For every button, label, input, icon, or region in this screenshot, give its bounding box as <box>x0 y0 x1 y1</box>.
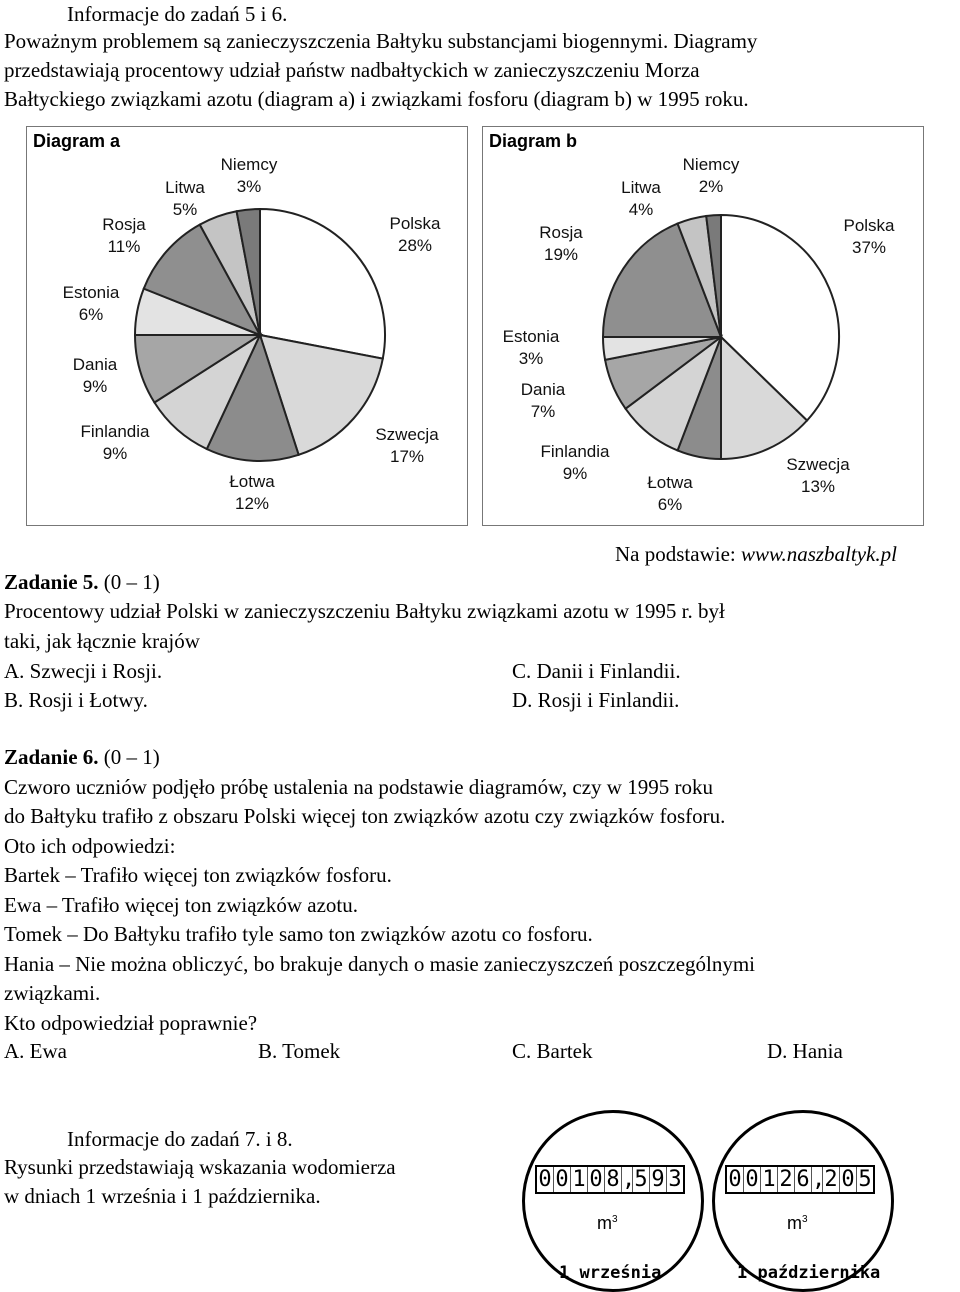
meter-digit: 0 <box>840 1167 857 1192</box>
slice-label-polska: Polska <box>843 216 895 235</box>
task5-option-a[interactable]: A. Szwecji i Rosji. <box>4 659 163 683</box>
source-credit <box>615 540 897 569</box>
task6-line: do Bałtyku trafiło z obszaru Polski więcej ton związków azotu czy związków fosforu. <box>4 804 726 828</box>
diagram-b-pie <box>483 127 923 525</box>
task6-answer-hania: Hania – Nie można obliczyć, bo brakuje danych o masie zanieczyszczeń poszczególnymi <box>4 952 756 976</box>
task5-option-c[interactable]: C. Danii i Finlandii. <box>512 659 681 683</box>
task6-answer-tomek: Tomek – Do Bałtyku trafiło tyle samo ton związków azotu co fosforu. <box>4 922 593 946</box>
meter-date: 1 września <box>559 1263 662 1283</box>
slice-label-rosja: Rosja <box>102 215 146 234</box>
task6-answer-hania-cont: związkami. <box>4 981 101 1005</box>
slice-label-finlandia: Finlandia <box>540 442 610 461</box>
slice-label-niemcy: Niemcy <box>220 155 278 174</box>
meter-unit-symbol: m <box>787 1213 802 1233</box>
slice-percent-lotwa: 12% <box>234 494 270 513</box>
diagram-a-title: Diagram a <box>33 131 121 151</box>
meter-digit: 0 <box>588 1167 605 1192</box>
intro-line: Poważnym problemem są zanieczyszczenia Bałtyku substancjami biogennymi. Diagramy <box>4 29 758 53</box>
slice-label-litwa: Litwa <box>165 178 205 197</box>
meter-unit <box>597 1213 618 1234</box>
meter-digit: 2 <box>778 1167 795 1192</box>
meter-decimal-separator: , <box>622 1167 636 1192</box>
task6-option-b[interactable]: B. Tomek <box>258 1039 341 1063</box>
meter-digit: 3 <box>668 1167 682 1192</box>
info78-line: w dniach 1 września i 1 października. <box>4 1184 321 1208</box>
task5-line: taki, jak łącznie krajów <box>4 629 200 653</box>
slice-label-lotwa: Łotwa <box>229 472 275 491</box>
slice-label-niemcy: Niemcy <box>682 155 740 174</box>
meter-unit-exponent: 3 <box>802 1214 808 1225</box>
slice-percent-litwa: 4% <box>628 200 654 219</box>
task5-header <box>4 568 160 597</box>
task6-answer-bartek: Bartek – Trafiło więcej ton związków fosforu. <box>4 863 392 887</box>
diagram-b-panel <box>482 126 924 526</box>
meter-digit: 0 <box>727 1167 744 1192</box>
meter-unit-symbol: m <box>597 1213 612 1233</box>
source-prefix: Na podstawie: <box>615 542 741 566</box>
slice-percent-finlandia: 9% <box>562 464 588 483</box>
slice-label-dania: Dania <box>72 355 118 374</box>
diagram-b-title: Diagram b <box>489 131 578 151</box>
meter-decimal-separator: , <box>812 1167 826 1192</box>
intro-line: Bałtyckiego związkami azotu (diagram a) i związkami fosforu (diagram b) w 1995 roku. <box>4 87 749 111</box>
slice-percent-lotwa: 6% <box>657 495 683 514</box>
meter-digit: 0 <box>537 1167 554 1192</box>
slice-percent-estonia: 3% <box>518 349 544 368</box>
water-meter-september <box>522 1110 704 1292</box>
info78-heading: Informacje do zadań 7. i 8. <box>67 1127 293 1151</box>
meter-unit <box>787 1213 808 1234</box>
meter-date: 1 października <box>737 1263 881 1283</box>
meter-digit: 6 <box>795 1167 812 1192</box>
slice-percent-niemcy: 3% <box>236 177 262 196</box>
slice-label-szwecja: Szwecja <box>375 425 439 444</box>
task5-line: Procentowy udział Polski w zanieczyszczeniu Bałtyku związkami azotu w 1995 r. był <box>4 599 725 623</box>
meter-digit: 0 <box>554 1167 571 1192</box>
meter-display <box>535 1165 685 1194</box>
source-site: www.naszbaltyk.pl <box>740 542 897 566</box>
task5-title: Zadanie 5. <box>4 570 99 594</box>
task6-question: Kto odpowiedział poprawnie? <box>4 1011 258 1035</box>
slice-percent-finlandia: 9% <box>102 444 128 463</box>
pie-slice-polska <box>260 209 385 359</box>
intro-line: przedstawiają procentowy udział państw nadbałtyckich w zanieczyszczeniu Morza <box>4 58 700 82</box>
task6-line: Czworo uczniów podjęło próbę ustalenia na podstawie diagramów, czy w 1995 roku <box>4 775 713 799</box>
task5-points: (0 – 1) <box>103 570 160 594</box>
meter-display <box>725 1165 875 1194</box>
intro-heading: Informacje do zadań 5 i 6. <box>67 2 288 26</box>
slice-percent-rosja: 19% <box>543 245 579 264</box>
task6-line: Oto ich odpowiedzi: <box>4 834 176 858</box>
slice-label-dania: Dania <box>520 380 566 399</box>
meter-unit-exponent: 3 <box>612 1214 618 1225</box>
slice-percent-rosja: 11% <box>107 237 141 256</box>
task5-option-b[interactable]: B. Rosji i Łotwy. <box>4 688 148 712</box>
task5-option-d[interactable]: D. Rosji i Finlandii. <box>512 688 680 712</box>
meter-digit: 1 <box>761 1167 778 1192</box>
meter-digit: 2 <box>823 1167 840 1192</box>
water-meter-october <box>712 1110 894 1292</box>
task6-option-c[interactable]: C. Bartek <box>512 1039 593 1063</box>
meter-digit: 0 <box>744 1167 761 1192</box>
slice-percent-estonia: 6% <box>78 305 104 324</box>
meter-digit: 9 <box>650 1167 667 1192</box>
slice-label-litwa: Litwa <box>621 178 661 197</box>
task6-option-d[interactable]: D. Hania <box>767 1039 843 1063</box>
slice-percent-szwecja: 13% <box>800 477 836 496</box>
slice-label-polska: Polska <box>389 214 441 233</box>
slice-percent-dania: 9% <box>82 377 108 396</box>
meter-digit: 5 <box>633 1167 650 1192</box>
meter-digit: 1 <box>571 1167 588 1192</box>
slice-percent-polska: 37% <box>851 238 887 257</box>
diagram-a-panel <box>26 126 468 526</box>
task6-header <box>4 743 160 772</box>
info78-line: Rysunki przedstawiają wskazania wodomierza <box>4 1155 396 1179</box>
slice-label-estonia: Estonia <box>502 327 560 346</box>
slice-label-szwecja: Szwecja <box>786 455 850 474</box>
task6-answer-ewa: Ewa – Trafiło więcej ton związków azotu. <box>4 893 358 917</box>
slice-label-lotwa: Łotwa <box>647 473 693 492</box>
task6-title: Zadanie 6. <box>4 745 99 769</box>
task6-option-a[interactable]: A. Ewa <box>4 1039 67 1063</box>
slice-percent-niemcy: 2% <box>698 177 724 196</box>
meter-digit: 5 <box>858 1167 872 1192</box>
slice-label-finlandia: Finlandia <box>80 422 150 441</box>
diagram-a-pie <box>27 127 467 525</box>
task6-points: (0 – 1) <box>103 745 160 769</box>
slice-percent-szwecja: 17% <box>389 447 425 466</box>
slice-percent-litwa: 5% <box>172 200 198 219</box>
slice-label-estonia: Estonia <box>62 283 120 302</box>
meter-digit: 8 <box>605 1167 622 1192</box>
slice-percent-dania: 7% <box>530 402 556 421</box>
slice-percent-polska: 28% <box>397 236 433 255</box>
slice-label-rosja: Rosja <box>539 223 583 242</box>
